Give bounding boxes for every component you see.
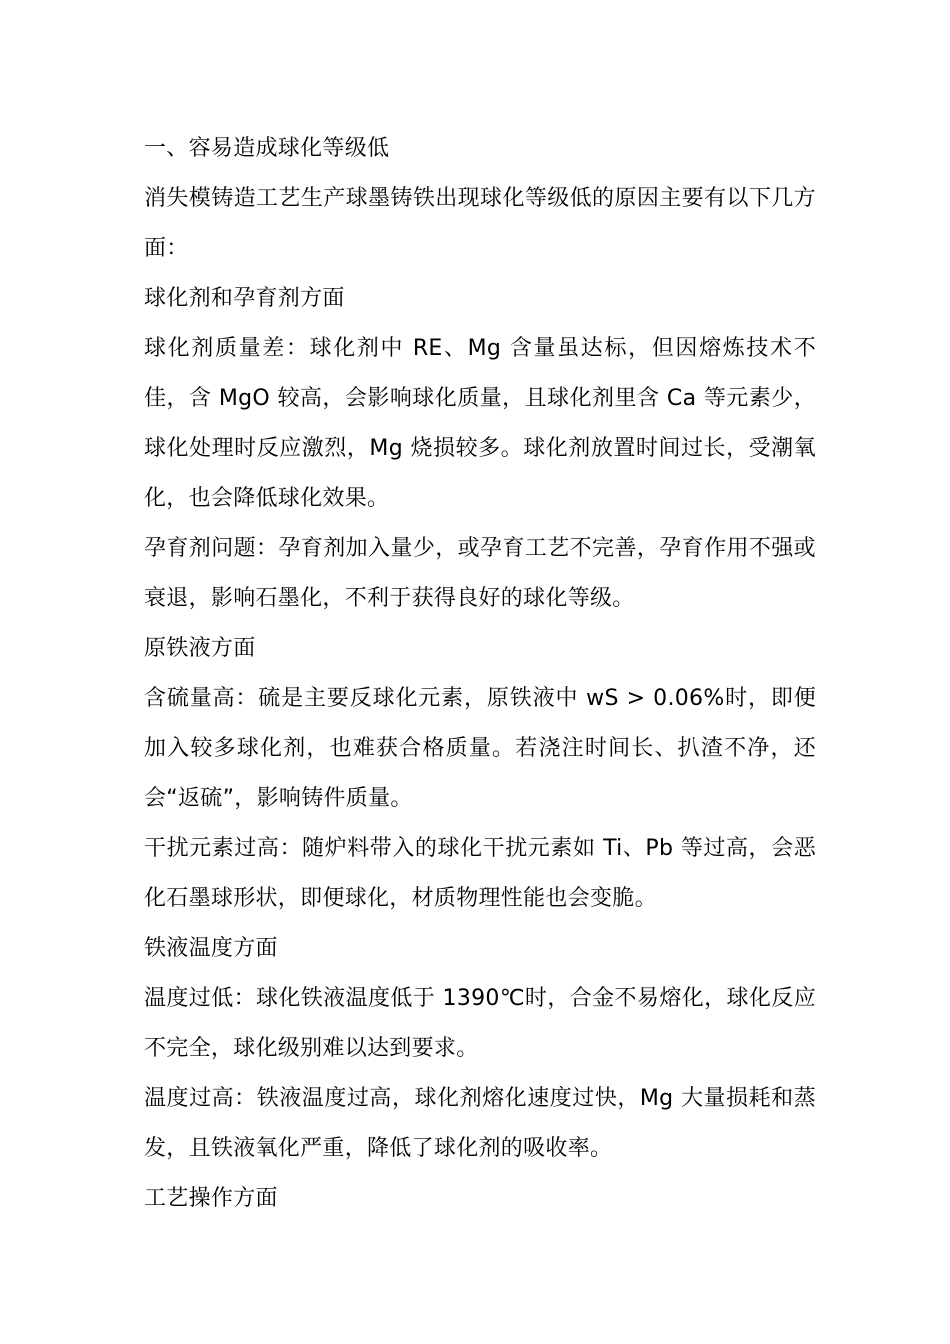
subsection-heading: 铁液温度方面 (144, 936, 278, 961)
body-paragraph: 温度过低：球化铁液温度低于 1390℃时，合金不易熔化，球化反应不完全，球化级别难以达到要求。 (144, 986, 816, 1061)
subsection-heading: 原铁液方面 (144, 636, 256, 661)
section-heading: 一、容易造成球化等级低 (144, 136, 390, 161)
body-paragraph: 球化剂质量差：球化剂中 RE、Mg 含量虽达标，但因熔炼技术不佳，含 MgO 较高，会影响球化质量，且球化剂里含 Ca 等元素少，球化处理时反应激烈，Mg 烧损较多。球化剂放置时间过长，受潮氧化，也会降低球化效果。 (144, 336, 816, 511)
body-paragraph: 干扰元素过高：随炉料带入的球化干扰元素如 Ti、Pb 等过高，会恶化石墨球形状，即便球化，材质物理性能也会变脆。 (144, 836, 816, 911)
body-paragraph: 孕育剂问题：孕育剂加入量少，或孕育工艺不完善，孕育作用不强或衰退，影响石墨化，不利于获得良好的球化等级。 (144, 536, 816, 611)
subsection-heading: 球化剂和孕育剂方面 (144, 286, 345, 311)
document-body (144, 124, 816, 1224)
body-paragraph: 温度过高：铁液温度过高，球化剂熔化速度过快，Mg 大量损耗和蒸发，且铁液氧化严重，降低了球化剂的吸收率。 (144, 1086, 816, 1161)
body-paragraph: 含硫量高：硫是主要反球化元素，原铁液中 wS > 0.06%时，即便加入较多球化剂，也难获合格质量。若浇注时间长、扒渣不净，还会“返硫”，影响铸件质量。 (144, 686, 816, 811)
subsection-heading: 工艺操作方面 (144, 1186, 278, 1211)
intro-paragraph: 消失模铸造工艺生产球墨铸铁出现球化等级低的原因主要有以下几方面： (144, 186, 816, 261)
